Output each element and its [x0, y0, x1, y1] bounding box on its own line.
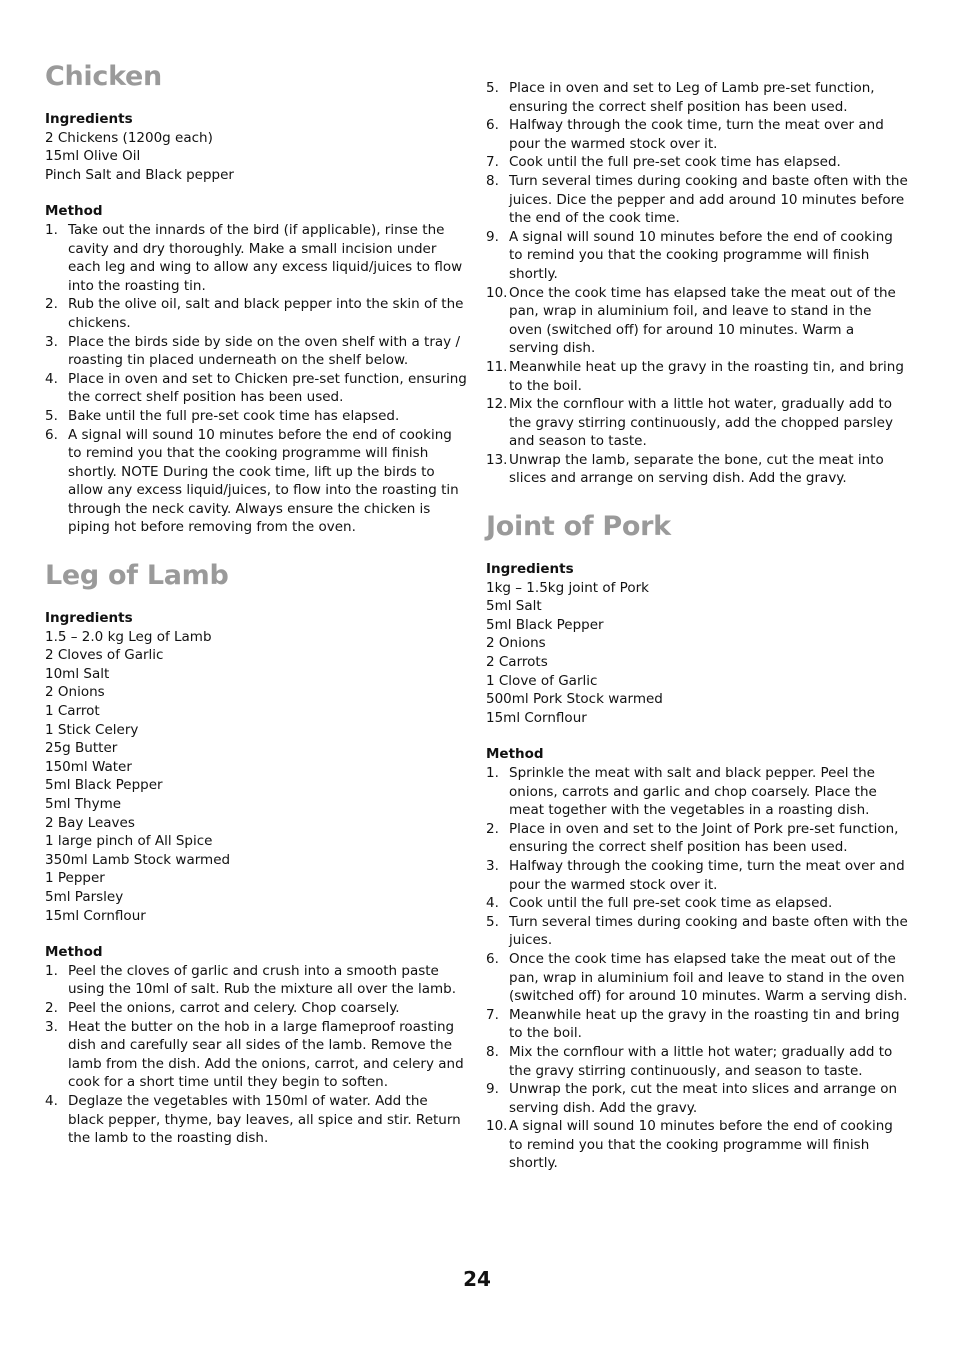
step-text: Cook until the full pre-set cook time has elapsed.	[509, 154, 841, 171]
step-text: A signal will sound 10 minutes before the end of cooking to remind you that the cooking programme will finish shortly. NOTE During the cook time, lift up the birds to allow any excess liquid/juices, to flow into the roasting tin through the neck cavity. Always ensure the chicken is piping hot before removing from the oven.	[68, 426, 459, 536]
ingredient-item: 5ml Parsley	[45, 888, 124, 905]
method-step	[45, 1092, 467, 1148]
step-number: 7.	[486, 154, 499, 171]
step-number: 9.	[486, 1081, 499, 1098]
method-step	[486, 1080, 908, 1117]
chicken-method-heading: Method	[45, 203, 103, 220]
method-step	[486, 153, 908, 172]
step-text: Halfway through the cooking time, turn the meat over and pour the warmed stock over it.	[509, 857, 905, 893]
method-step	[486, 79, 908, 116]
step-text: Deglaze the vegetables with 150ml of water. Add the black pepper, thyme, bay leaves, all spice and stir. Return the lamb to the roasting dish.	[68, 1092, 461, 1147]
step-number: 2.	[486, 820, 499, 837]
step-number: 10.	[486, 284, 508, 301]
method-step	[486, 116, 908, 153]
method-step	[486, 172, 908, 228]
ingredient-item: 500ml Pork Stock warmed	[486, 691, 663, 708]
ingredient-item: 15ml Olive Oil	[45, 148, 141, 165]
ingredient-item: 25g Butter	[45, 740, 118, 757]
method-step	[486, 228, 908, 284]
step-text: Take out the innards of the bird (if applicable), rinse the cavity and dry thoroughly. Make a small incision under each leg and wing to allow any excess liquid/juices to flow into the roasting tin.	[68, 221, 463, 294]
step-number: 3.	[45, 1018, 58, 1035]
step-text: Sprinkle the meat with salt and black pepper. Peel the onions, carrots and garlic and chop coarsely. Place the meat together with the vegetables in a roasting dish.	[509, 765, 877, 819]
ingredient-item: 350ml Lamb Stock warmed	[45, 851, 231, 868]
method-step	[45, 407, 467, 426]
method-step	[45, 962, 467, 999]
step-number: 4.	[45, 1092, 58, 1109]
ingredient-item: 5ml Black Pepper	[45, 777, 163, 794]
step-number: 6.	[486, 950, 499, 967]
chicken-ingredients-list	[45, 129, 467, 185]
method-step	[486, 358, 908, 395]
step-number: 1.	[45, 221, 58, 238]
method-step	[486, 451, 908, 488]
ingredient-item: 10ml Salt	[45, 665, 110, 682]
method-step	[486, 1006, 908, 1043]
step-number: 1.	[45, 962, 58, 979]
step-number: 10.	[486, 1118, 508, 1135]
ingredient-item: 2 Onions	[45, 684, 105, 701]
step-text: Bake until the full pre-set cook time has elapsed.	[68, 407, 400, 424]
step-number: 2.	[45, 296, 58, 313]
lamb-method-heading: Method	[45, 944, 103, 961]
left-column	[45, 60, 467, 1148]
method-step	[45, 221, 467, 295]
method-step	[486, 857, 908, 894]
lamb-title: Leg of Lamb	[45, 560, 229, 592]
step-text: Unwrap the pork, cut the meat into slices and arrange on serving dish. Add the gravy.	[509, 1081, 898, 1116]
step-text: Heat the butter on the hob in a large flameproof roasting dish and carefully sear all sides of the lamb. Remove the lamb from the dish. Add the onions, carrot, and celery and cook for a short time until they begin to soften.	[68, 1018, 464, 1091]
step-text: Turn several times during cooking and baste often with the juices.	[509, 913, 908, 949]
ingredient-item: 2 Carrots	[486, 654, 548, 671]
step-number: 7.	[486, 1006, 499, 1023]
step-text: Peel the onions, carrot and celery. Chop coarsely.	[68, 999, 400, 1016]
ingredient-item: 1 large pinch of All Spice	[45, 833, 213, 850]
step-number: 1.	[486, 765, 499, 781]
step-text: Rub the olive oil, salt and black pepper into the skin of the chickens.	[68, 296, 464, 331]
step-text: Cook until the full pre-set cook time as elapsed.	[509, 895, 833, 912]
method-step	[45, 426, 467, 538]
pork-method-heading: Method	[486, 746, 544, 763]
ingredient-item: 2 Chickens (1200g each)	[45, 129, 213, 146]
method-step	[486, 395, 908, 451]
method-step	[486, 894, 908, 913]
step-text: Place in oven and set to Chicken pre-set function, ensuring the correct shelf position has been used.	[68, 370, 467, 406]
step-text: Mix the cornflour with a little hot water; gradually add to the gravy stirring continuously, and season to taste.	[509, 1043, 893, 1079]
section-spacer	[486, 488, 908, 510]
step-number: 4.	[486, 895, 499, 912]
lamb-ingredients-list	[45, 628, 467, 926]
step-text: Turn several times during cooking and baste often with the juices. Dice the pepper and add around 10 minutes before the end of the cook time.	[509, 172, 908, 227]
method-step	[45, 999, 467, 1018]
ingredient-item: 5ml Thyme	[45, 796, 122, 812]
step-text: Unwrap the lamb, separate the bone, cut the meat into slices and arrange on serving dish. Add the gravy.	[509, 451, 884, 487]
method-step	[486, 1043, 908, 1080]
step-number: 2.	[45, 999, 58, 1016]
ingredient-item: 2 Onions	[486, 635, 546, 652]
step-number: 8.	[486, 1043, 499, 1060]
chicken-title: Chicken	[45, 61, 162, 92]
ingredient-item: 5ml Salt	[486, 598, 542, 615]
pork-ingredients-heading: Ingredients	[486, 561, 574, 578]
method-step	[45, 333, 467, 370]
step-number: 8.	[486, 172, 499, 189]
pork-ingredients-list	[486, 579, 908, 728]
ingredient-item: 150ml Water	[45, 758, 132, 775]
step-number: 9.	[486, 228, 499, 245]
ingredient-item: 1 Clove of Garlic	[486, 672, 598, 689]
pork-method-list	[486, 764, 908, 1173]
step-text: Place in oven and set to Leg of Lamb pre-set function, ensuring the correct shelf position has been used.	[509, 80, 875, 115]
step-text: A signal will sound 10 minutes before the end of cooking to remind you that the cooking programme will finish shortly.	[509, 1118, 893, 1172]
step-number: 6.	[45, 426, 58, 443]
step-text: Place the birds side by side on the oven shelf with a tray / roasting tin placed underneath on the shelf below.	[68, 333, 460, 369]
method-step	[486, 284, 908, 358]
ingredient-item: 1 Carrot	[45, 703, 100, 720]
step-text: Mix the cornflour with a little hot water, gradually add to the gravy stirring continuously, add the chopped parsley and season to taste.	[509, 396, 893, 450]
ingredient-item: 2 Cloves of Garlic	[45, 647, 164, 664]
ingredient-item: 15ml Cornflour	[45, 907, 146, 924]
method-step	[486, 764, 908, 820]
method-step	[486, 820, 908, 857]
step-number: 11.	[486, 358, 508, 375]
step-number: 13.	[486, 451, 508, 468]
step-text: A signal will sound 10 minutes before the end of cooking to remind you that the cooking programme will finish shortly.	[509, 228, 893, 282]
section-spacer	[45, 537, 467, 559]
step-text: Peel the cloves of garlic and crush into a smooth paste using the 10ml of salt. Rub the mixture all over the lamb.	[68, 962, 456, 998]
step-text: Place in oven and set to the Joint of Pork pre-set function, ensuring the correct shelf position has been used.	[509, 820, 899, 856]
step-number: 5.	[486, 80, 499, 96]
chicken-method-list	[45, 221, 467, 537]
pork-title: Joint of Pork	[486, 511, 671, 543]
step-text: Once the cook time has elapsed take the meat out of the pan, wrap in aluminium foil, and leave to stand in the oven (switched off) for around 10 minutes. Warm a serving dish.	[509, 284, 896, 357]
step-number: 5.	[45, 407, 58, 424]
lamb-method-list-continued	[486, 79, 908, 488]
ingredient-item: 5ml Black Pepper	[486, 616, 604, 633]
step-number: 4.	[45, 370, 58, 387]
ingredient-item: 1kg – 1.5kg joint of Pork	[486, 579, 649, 596]
method-step	[45, 1018, 467, 1092]
step-number: 3.	[45, 333, 58, 350]
page-number: 24	[463, 1267, 491, 1291]
lamb-ingredients-heading: Ingredients	[45, 610, 133, 627]
step-number: 6.	[486, 117, 499, 134]
method-step	[486, 1117, 908, 1173]
ingredient-item: 15ml Cornflour	[486, 709, 587, 726]
method-step	[45, 295, 467, 332]
step-text: Meanwhile heat up the gravy in the roasting tin and bring to the boil.	[509, 1006, 900, 1042]
ingredient-item: 1.5 – 2.0 kg Leg of Lamb	[45, 628, 212, 645]
ingredient-item: 2 Bay Leaves	[45, 814, 135, 831]
lamb-method-list	[45, 962, 467, 1148]
step-text: Halfway through the cook time, turn the meat over and pour the warmed stock over it.	[509, 117, 884, 152]
ingredient-item: 1 Stick Celery	[45, 721, 139, 738]
right-column	[486, 79, 908, 1173]
chicken-ingredients-heading: Ingredients	[45, 111, 133, 127]
method-step	[486, 913, 908, 950]
step-number: 3.	[486, 857, 499, 874]
method-step	[45, 370, 467, 407]
step-text: Meanwhile heat up the gravy in the roasting tin, and bring to the boil.	[509, 358, 904, 394]
ingredient-item: Pinch Salt and Black pepper	[45, 166, 234, 183]
step-text: Once the cook time has elapsed take the meat out of the pan, wrap in aluminium foil and leave to stand in the oven (switched off) for around 10 minutes. Warm a serving dish.	[509, 950, 908, 1005]
step-number: 5.	[486, 913, 499, 930]
method-step	[486, 950, 908, 1006]
ingredient-item: 1 Pepper	[45, 870, 105, 887]
step-number: 12.	[486, 396, 508, 413]
